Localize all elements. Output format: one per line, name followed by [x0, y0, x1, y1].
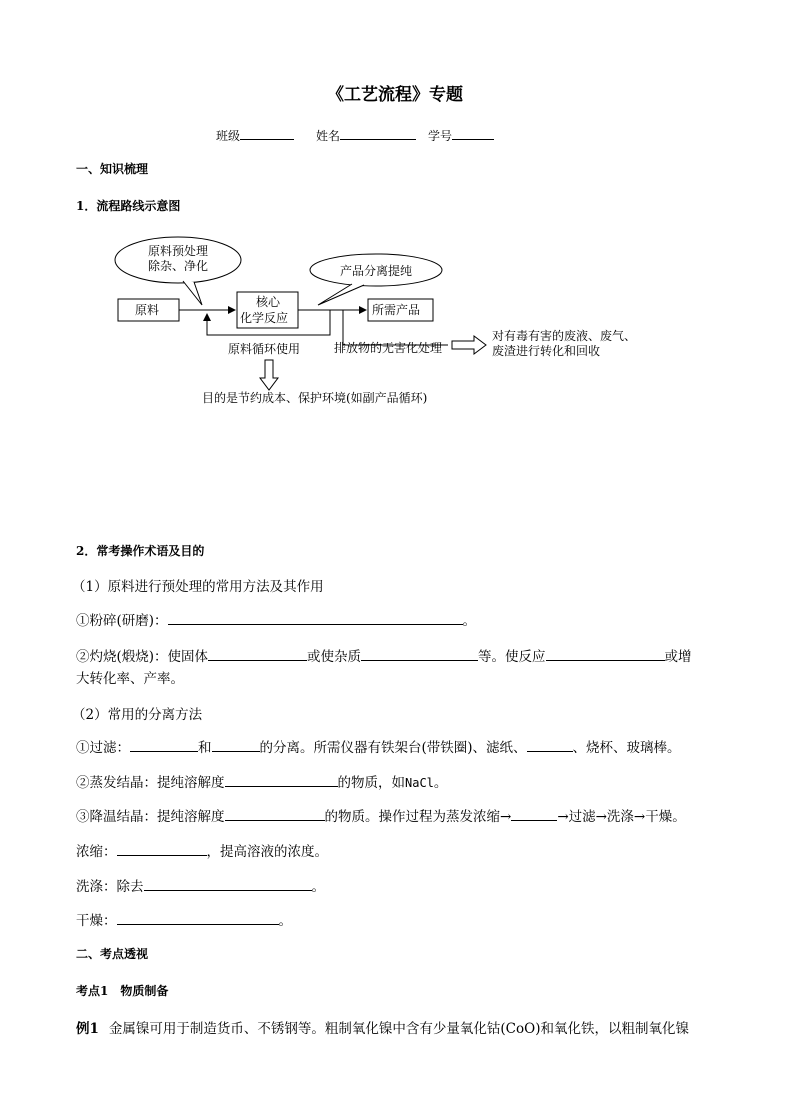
- box-product-text: 所需产品: [372, 303, 421, 317]
- waste-label: 排放物的无害化处理: [334, 341, 443, 355]
- evaporation-label: ②蒸发结晶：提纯溶解度: [76, 775, 225, 791]
- box-core-line1: 核心: [256, 295, 281, 309]
- concentration-blank[interactable]: [117, 842, 207, 856]
- concentration-end: ，提高溶液的浓度。: [206, 844, 328, 860]
- filtration-and: 和: [198, 740, 212, 756]
- filtration-mid: 的分离。所需仪器有铁架台(带铁圈)、滤纸、: [259, 740, 527, 756]
- filtration-label: ①过滤：: [76, 740, 130, 756]
- drying-blank[interactable]: [117, 911, 279, 925]
- class-label: 班级: [216, 129, 241, 143]
- kaodian-title: 物质制备: [120, 984, 169, 998]
- bubble-separation-text: 产品分离提纯: [340, 264, 413, 278]
- example-1: [76, 1017, 689, 1037]
- cooling-blank-2[interactable]: [511, 807, 557, 821]
- line-concentration: [76, 840, 328, 860]
- toxic-line1: 对有毒有害的废液、废气、: [492, 329, 637, 343]
- evaporation-blank[interactable]: [225, 773, 338, 787]
- drying-end: 。: [278, 913, 292, 929]
- name-label: 姓名: [316, 129, 341, 143]
- calcination-end: 或增: [664, 649, 692, 665]
- flow-diagram: [0, 0, 790, 420]
- toxic-line2: 废渣进行转化和回收: [492, 344, 601, 358]
- filtration-end: 、烧杯、玻璃棒。: [572, 740, 681, 756]
- bubble-separation: [310, 254, 442, 305]
- grinding-blank[interactable]: [168, 611, 463, 625]
- calcination-blank-2[interactable]: [361, 647, 478, 661]
- grinding-label: ①粉碎(研磨)：: [76, 613, 168, 629]
- subheading-flow-diagram: 1．流程路线示意图: [76, 199, 181, 213]
- washing-end: 。: [311, 879, 325, 895]
- hollow-arrow-down-icon: [260, 360, 278, 390]
- box-raw-material-text: 原料: [135, 303, 160, 317]
- box-core-line2: 化学反应: [240, 311, 289, 325]
- line-calcination: [76, 645, 692, 665]
- box-raw-material: [118, 299, 179, 321]
- kaodian-heading: [76, 982, 168, 999]
- question-separation: （2）常用的分离方法: [72, 707, 203, 723]
- cooling-blank-1[interactable]: [225, 807, 325, 821]
- grinding-end: 。: [462, 613, 477, 629]
- hollow-arrow-right-icon: [452, 336, 486, 354]
- calcination-blank-3[interactable]: [546, 647, 665, 661]
- washing-blank[interactable]: [144, 877, 312, 891]
- calcination-label: ②灼烧(煅烧)：使固体: [76, 649, 209, 665]
- example-label: 例1: [76, 1021, 99, 1037]
- cooling-mid: 的物质。操作过程为蒸发浓缩→: [324, 809, 512, 825]
- section-heading-2: 二、考点透视: [76, 947, 149, 961]
- bubble-pretreatment: [115, 237, 241, 305]
- page-title: 《工艺流程》专题: [327, 85, 463, 105]
- evaporation-mid: 的物质，如: [337, 775, 405, 791]
- concentration-label: 浓缩：: [76, 844, 117, 860]
- line-washing: [76, 875, 325, 895]
- line-drying: [76, 909, 292, 929]
- line-grinding: [76, 609, 476, 629]
- filtration-blank-1[interactable]: [130, 738, 198, 752]
- line-cooling: [76, 805, 686, 825]
- subheading-operations: 2．常考操作术语及目的: [76, 544, 205, 558]
- calcination-mid-1: 或使杂质: [307, 649, 362, 665]
- line-evaporation: [76, 771, 447, 791]
- calcination-blank-1[interactable]: [208, 647, 307, 661]
- purpose-label: 目的是节约成本、保护环境(如副产品循环): [202, 391, 428, 405]
- section-heading-1: 一、知识梳理: [76, 162, 149, 176]
- number-label: 学号: [428, 129, 453, 143]
- cooling-label: ③降温结晶：提纯溶解度: [76, 809, 225, 825]
- box-product: [368, 299, 433, 321]
- line-filtration: [76, 736, 681, 756]
- evaporation-end: 。: [433, 775, 448, 791]
- nacl-formula: NaCl: [405, 776, 434, 790]
- box-core-reaction: [237, 292, 298, 328]
- bubble-pretreatment-line2: 除杂、净化: [148, 259, 209, 273]
- recycle-label: 原料循环使用: [228, 342, 301, 356]
- washing-label: 洗涤：除去: [76, 879, 144, 895]
- drying-label: 干燥：: [76, 913, 117, 929]
- kaodian-label: 考点1: [76, 984, 109, 998]
- question-pretreatment: （1）原料进行预处理的常用方法及其作用: [72, 579, 324, 595]
- filtration-blank-3[interactable]: [527, 738, 573, 752]
- example-text: 金属镍可用于制造货币、不锈钢等。粗制氧化镍中含有少量氧化钴(CoO)和氧化铁，以粗制氧化镍: [108, 1021, 689, 1037]
- bubble-pretreatment-line1: 原料预处理: [148, 244, 209, 258]
- filtration-blank-2[interactable]: [212, 738, 260, 752]
- cooling-end: →过滤→洗涤→干燥。: [557, 809, 686, 825]
- calcination-mid-2: 等。使反应: [478, 649, 546, 665]
- line-calcination-continued: 大转化率、产率。: [76, 671, 184, 687]
